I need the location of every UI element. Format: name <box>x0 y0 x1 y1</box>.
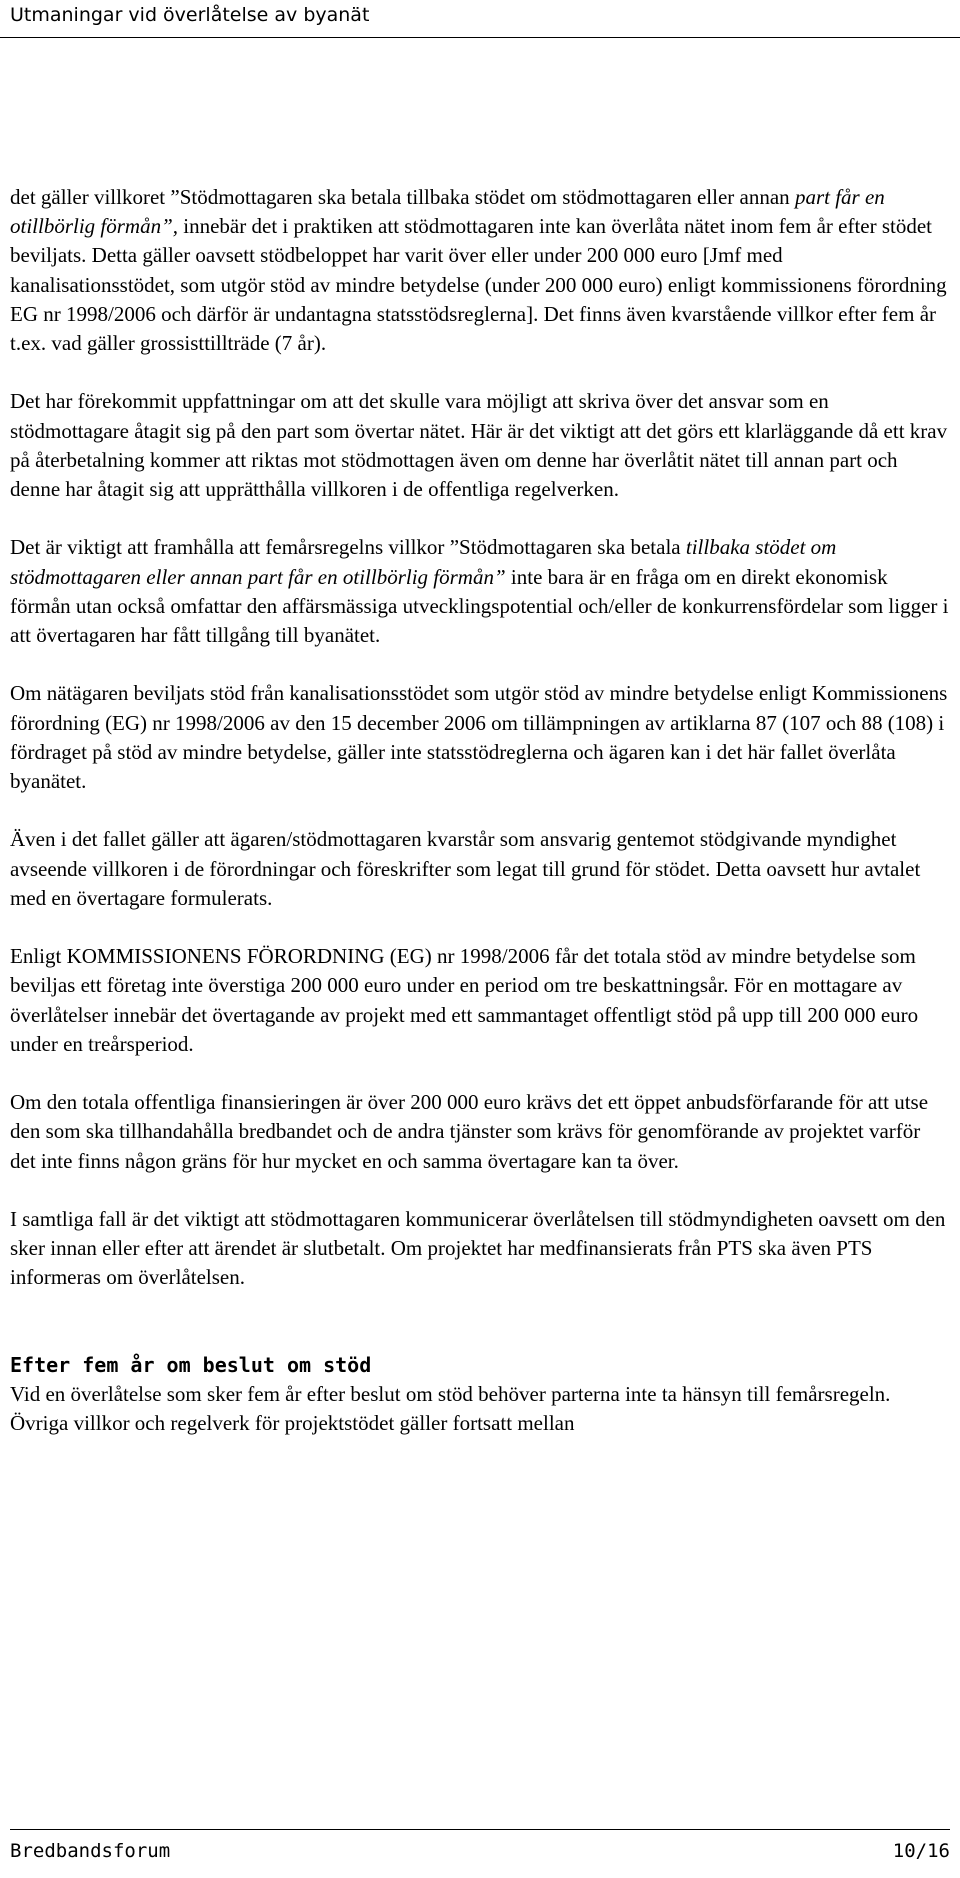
paragraph-8: I samtliga fall är det viktigt att stödmottagaren kommunicerar överlåtelsen till stödmyndigheten oavsett om den sker innan eller efter att ärendet är slutbetalt. Om projektet har medfinansierats från PTS ska även PTS informeras om överlåtelsen. <box>10 1207 946 1290</box>
paragraph-5: Även i det fallet gäller att ägaren/stödmottagaren kvarstår som ansvarig gentemot stödgivande myndighet avseende villkoren i de förordningar och föreskrifter som legat till grund för stödet. Detta oavsett hur avtalet med en övertagare formulerats. <box>10 827 921 910</box>
paragraph-6: Enligt KOMMISSIONENS FÖRORDNING (EG) nr 1998/2006 får det totala stöd av mindre betydelse som beviljas ett företag inte överstiga 200 000 euro under en period om tre beskattningsår. För en mottagare av överlåtelser innebär det övertagande av projekt med ett sammantaget offentligt stöd på upp till 200 000 euro under en treårsperiod. <box>10 944 919 1056</box>
paragraph-7: Om den totala offentliga finansieringen är över 200 000 euro krävs det ett öppet anbudsförfarande för att utse den som ska tillhandahålla bredbandet och de andra tjänster som krävs för genomförande av projektet varför det inte finns någon gräns för hur mycket en och samma övertagare kan ta över. <box>10 1090 929 1173</box>
section-paragraph: Vid en överlåtelse som sker fem år efter beslut om stöd behöver parterna inte ta hänsyn till femårsregeln. Övriga villkor och regelverk för projektstödet gäller fortsatt mellan <box>10 1381 891 1436</box>
header-divider <box>0 37 960 38</box>
footer-publisher: Bredbandsforum <box>10 1840 171 1862</box>
page-number: 10/16 <box>892 1840 950 1862</box>
document-body <box>10 183 950 1438</box>
paragraph-4: Om nätägaren beviljats stöd från kanalisationsstödet som utgör stöd av mindre betydelse enligt Kommissionens förordning (EG) nr 1998/2006 av den 15 december 2006 om tillämpningen av artiklarna 87 (107 och 88 (108) i fördraget på stöd av mindre betydelse, gäller inte statsstödreglerna och ägaren kan i det här fallet överlåta byanätet. <box>10 681 948 794</box>
page-header-title: Utmaningar vid överlåtelse av byanät <box>10 4 370 26</box>
footer-divider <box>10 1829 950 1830</box>
section-heading: Efter fem år om beslut om stöd <box>10 1352 372 1377</box>
paragraph-3: Det är viktigt att framhålla att femårsregelns villkor ”Stödmottagaren ska betala tillbaka stödet om stödmottagaren eller annan part får en otillbörlig förmån” inte bara är en fråga om en direkt ekonomisk förmån utan också omfattar den affärsmässiga utvecklingspotential och/eller de konkurrensfördelar som ligger i att övertagaren har fått tillgång till byanätet. <box>10 535 949 648</box>
paragraph-1: det gäller villkoret ”Stödmottagaren ska betala tillbaka stödet om stödmottagaren eller annan part får en otillbörlig förmån”, innebär det i praktiken att stödmottagaren inte kan överlåta nätet inom fem år efter stödet beviljats. Detta gäller oavsett stödbeloppet har varit över eller under 200 000 euro [Jmf med kanalisationsstödet, som utgör stöd av mindre betydelse (under 200 000 euro) enligt kommissionens förordning EG nr 1998/2006 och därför är undantagna statsstödsreglerna]. Det finns även kvarstående villkor efter fem år t.ex. vad gäller grossisttillträde (7 år). <box>10 185 947 356</box>
paragraph-2: Det har förekommit uppfattningar om att det skulle vara möjligt att skriva över det ansvar som en stödmottagare åtagit sig på den part som övertar nätet. Här är det viktigt att det görs ett klarläggande då ett krav på återbetalning kommer att riktas mot stödmottagen även om denne har överlåtit nätet till annan part och denne har åtagit sig att upprätthålla villkoren i de offentliga regelverken. <box>10 389 948 502</box>
